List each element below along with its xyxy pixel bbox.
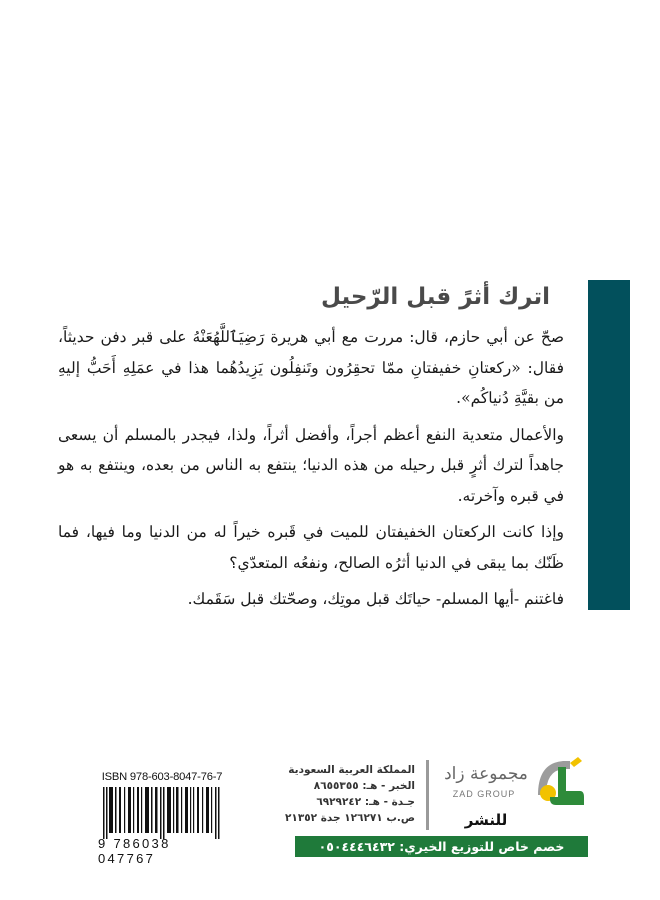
address-khobar: الخبر - هـ: ٨٦٥٥٣٥٥: [313, 780, 415, 792]
paragraph-3: وإذا كانت الركعتان الخفيفتان للميت في قَبره خيراً له من الدنيا وما فيها، فما ظَنّك بما يبقى في الدنيا أثرُه الصالح، ونفعُه المتعدّي؟: [58, 523, 564, 572]
svg-text:للنشر: للنشر: [464, 811, 508, 829]
charity-discount-banner: خصم خاص للتوزيع الخيري: ٠٥٠٤٤٤٦٤٣٢: [295, 836, 588, 857]
address-jeddah: جـدة - هـ: ٦٩٢٩٢٤٢: [316, 796, 415, 808]
barcode-icon: [103, 787, 221, 839]
svg-text:مجموعة زاد: مجموعة زاد: [444, 764, 528, 784]
address-pobox: ص.ب ١٢٦٢٧١ جدة ٢١٣٥٢: [285, 812, 415, 824]
barcode-digits: 9 786038 047767: [98, 836, 171, 866]
blurb-text: [58, 322, 564, 621]
teal-accent-bar: [588, 280, 630, 610]
logo-divider: [426, 760, 429, 830]
svg-text:ZAD GROUP: ZAD GROUP: [452, 789, 516, 799]
paragraph-4: فاغتنم -أيها المسلم- حياتَك قبل موتِك، وصحّتك قبل سَقَمك.: [187, 590, 564, 608]
publisher-address: [285, 762, 415, 826]
paragraph-2: والأعمال متعدية النفع أعظم أجراً، وأفضل أثراً، ولذا، فيجدر بالمسلم أن يسعى جاهداً لترك أثرٍ قبل رحيله من هذه الدنيا؛ ينتفع به الناس من بعده، وينتفع به هو في قبره وآخرته.: [58, 425, 564, 505]
address-country: المملكة العربية السعودية: [288, 764, 415, 776]
zad-group-logo: [438, 755, 588, 833]
paragraph-1: صحّ عن أبي حازم، قال: مررت مع أبي هريرة رَضِيَٱللَّهُعَنْهُ على قبر دفن حديثاً، فقال: «ركعتانِ خفيفتانِ ممّا تحقِرُون وتَنفِلُون يَزِيدُهُما هذا في عمَلِهِ أَحَبُّ إليهِ من بقيَّةِ دُنياكُم».: [58, 328, 564, 407]
cover-title: اترك أثرً قبل الرّحيل: [320, 284, 550, 310]
isbn-label: ISBN 978-603-8047-76-7: [101, 771, 223, 783]
zad-logo-icon: [438, 755, 588, 833]
